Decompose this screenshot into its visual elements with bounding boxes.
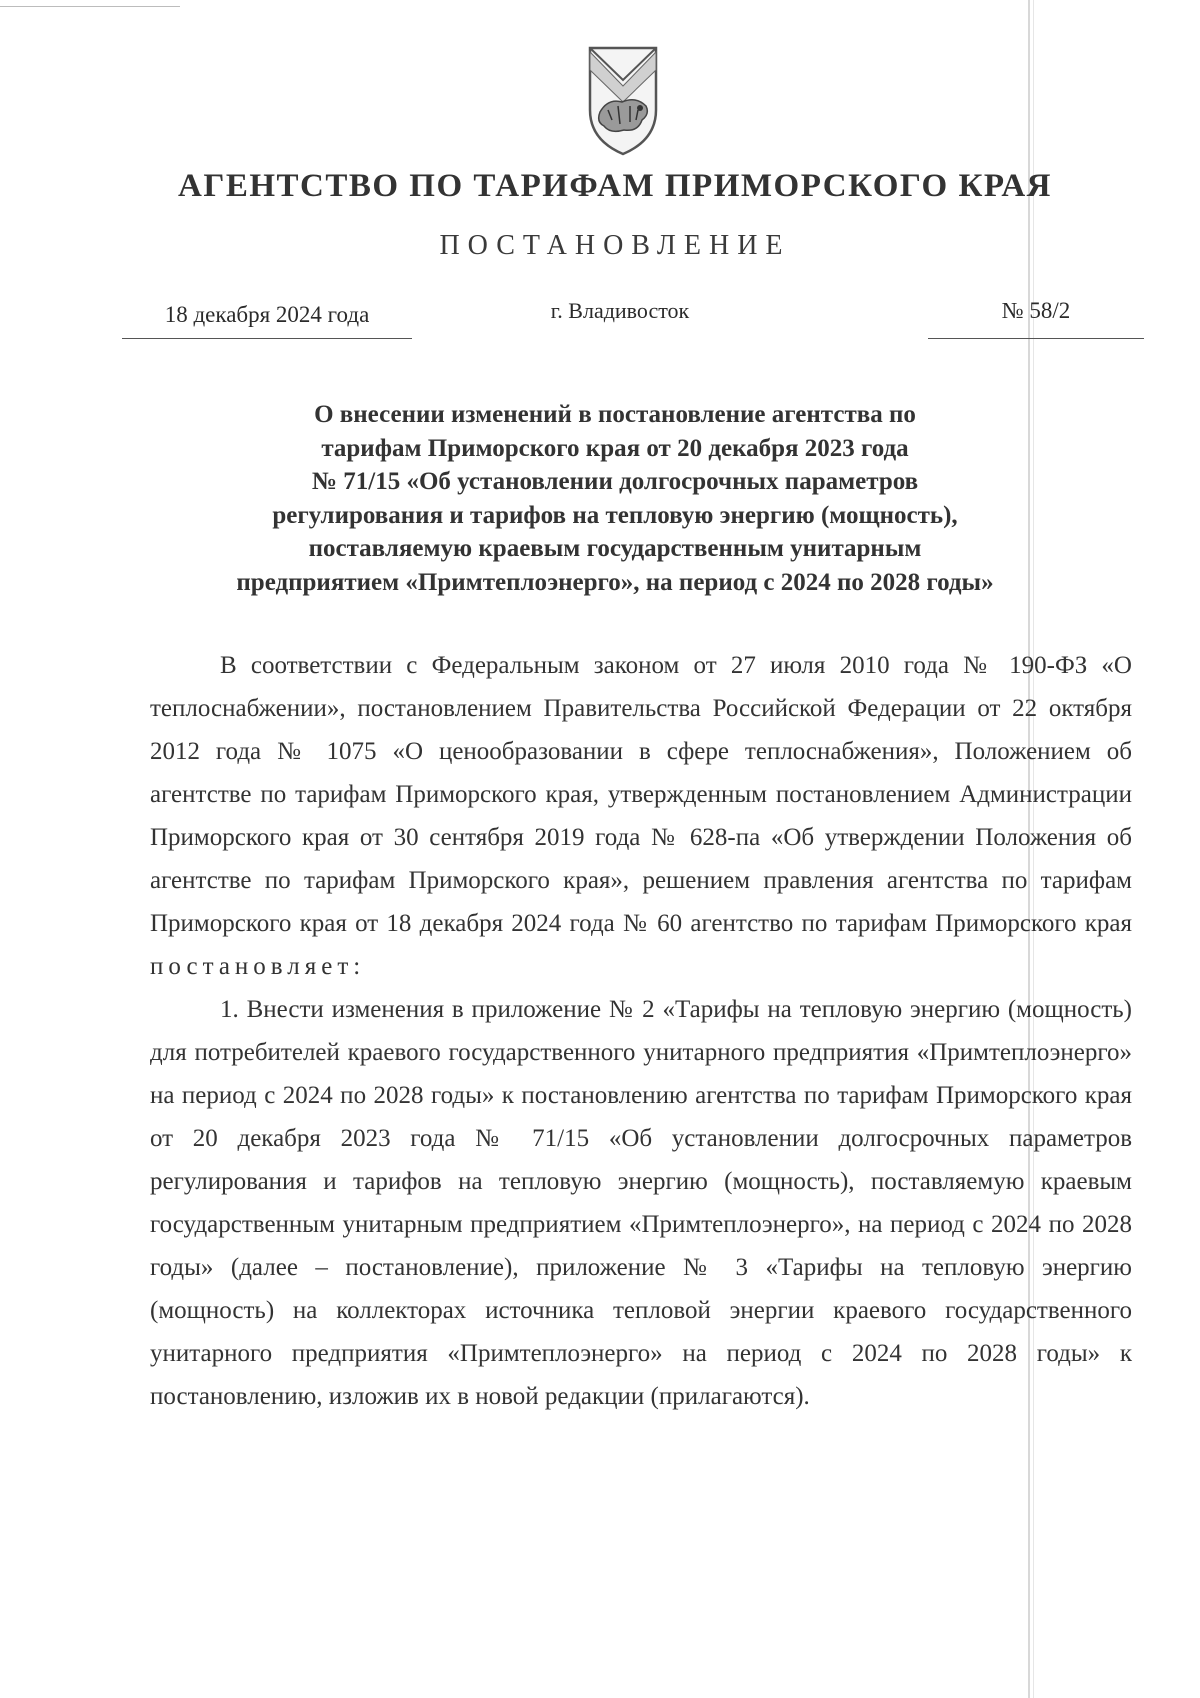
title-line: предприятием «Примтеплоэнерго», на период с 2024 по 2028 годы»	[236, 568, 994, 596]
title-line: О внесении изменений в постановление агентства по	[314, 401, 916, 428]
preamble-paragraph	[150, 644, 1132, 988]
title-line: регулирования и тарифов на тепловую энергию (мощность),	[272, 501, 958, 529]
item-1-paragraph: 1. Внести изменения в приложение № 2 «Тарифы на тепловую энергию (мощность) для потребителей краевого государственного унитарного предприятия «Примтеплоэнерго» на период с 2024 по 2028 годы» к постановлению агентства по тарифам Приморского края от 20 декабря 2023 года № 71/15 «Об установлении долгосрочных параметров регулирования и тарифов на тепловую энергию (мощность), поставляемую краевым государственным унитарным предприятием «Примтеплоэнерго», на период с 2024 по 2028 годы» (далее – постановление), приложение № 3 «Тарифы на тепловую энергию (мощность) на коллекторах источника тепловой энергии краевого государственного унитарного предприятия «Примтеплоэнерго» на период с 2024 по 2028 годы» к постановлению, изложив их в новой редакции (прилагаются).	[150, 996, 1132, 1410]
agency-name: АГЕНТСТВО ПО ТАРИФАМ ПРИМОРСКОГО КРАЯ	[178, 168, 1052, 204]
title-line: № 71/15 «Об установлении долгосрочных параметров	[311, 468, 919, 495]
document-type: ПОСТАНОВЛЕНИЕ	[439, 230, 791, 261]
document-title	[150, 398, 1080, 599]
scan-edge	[0, 0, 180, 7]
document-number: № 58/2	[928, 298, 1144, 339]
resolves-word: постановляет:	[150, 953, 366, 980]
title-line: поставляемую краевым государственным унитарным	[308, 535, 922, 562]
document-city: г. Владивосток	[550, 298, 690, 323]
document-body	[150, 644, 1132, 1418]
coat-of-arms-icon	[578, 40, 668, 160]
document-date: 18 декабря 2024 года	[122, 302, 412, 339]
preamble-text: В соответствии с Федеральным законом от 27 июля 2010 года № 190-ФЗ «О теплоснабжении», постановлением Правительства Российской Федерации от 22 октября 2012 года № 1075 «О ценообразовании в сфере теплоснабжения», Положением об агентстве по тарифам Приморского края, утвержденным постановлением Администрации Приморского края от 30 сентября 2019 года № 628-па «Об утверждении Положения об агентстве по тарифам Приморского края», решением правления агентства по тарифам Приморского края от 18 декабря 2024 года № 60 агентство по тарифам Приморского края	[150, 652, 1132, 937]
title-line: тарифам Приморского края от 20 декабря 2023 года	[321, 434, 909, 462]
